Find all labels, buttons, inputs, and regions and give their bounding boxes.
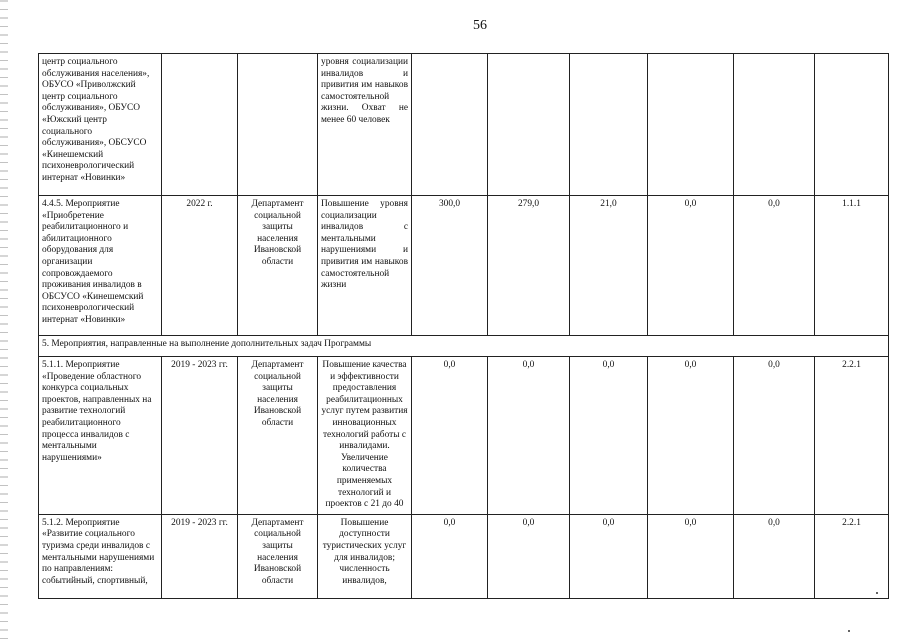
page-number: 56 [473,18,487,33]
y2021-cell: 0,0 [648,514,734,598]
measure-name-cell: центр социального обслуживания населения», ОБУСО «Приволжский центр социального обслуживания», ОБУСО «Южский центр социального обслуживания», ОБСУСО «Кинешемский психоневрологический интернат «Новинки» [39,54,162,196]
total-cell: 0,0 [412,514,488,598]
link-cell: 1.1.1 [815,196,889,336]
scan-speck [876,592,878,594]
scan-speck [848,630,850,632]
y2021-cell [648,54,734,196]
table-row [39,357,889,515]
y2019-cell: 279,0 [488,196,570,336]
link-cell: 2.2.1 [815,514,889,598]
y2022-cell: 0,0 [734,196,815,336]
scan-edge-artifact [0,0,8,640]
measure-name-cell: 4.4.5. Мероприятие «Приобретение реабилитационного и абилитационного оборудования для организации сопровождаемого проживания инвалидов в ОБСУСО «Кинешемский психоневрологический интернат «Новинки» [39,196,162,336]
link-cell: 2.2.1 [815,357,889,515]
section-heading-row [39,336,889,357]
link-cell [815,54,889,196]
table-row [39,514,889,598]
total-cell: 0,0 [412,357,488,515]
total-cell: 300,0 [412,196,488,336]
y2020-cell: 0,0 [570,514,648,598]
measure-name-cell: 5.1.2. Мероприятие «Развитие социального туризма среди инвалидов с ментальными нарушениями по направлениям: событийный, спортивный, [39,514,162,598]
executor-cell: Департамент социальной защиты населения Ивановской области [238,514,318,598]
executor-cell: Департамент социальной защиты населения Ивановской области [238,357,318,515]
y2022-cell: 0,0 [734,514,815,598]
y2019-cell: 0,0 [488,514,570,598]
y2021-cell: 0,0 [648,357,734,515]
program-measures-table [38,53,889,599]
period-cell: 2019 - 2023 гг. [162,514,238,598]
result-cell: Повышение уровня социализации инвалидов с ментальными нарушениями и привития им навыков самостоятельной жизни [318,196,412,336]
y2019-cell [488,54,570,196]
measure-name-cell: 5.1.1. Мероприятие «Проведение областного конкурса социальных проектов, направленных на развитие технологий реабилитационного процесса инвалидов с ментальными нарушениями» [39,357,162,515]
executor-cell: Департамент социальной защиты населения Ивановской области [238,196,318,336]
result-cell: Повышение доступности туристических услуг для инвалидов; численность инвалидов, [318,514,412,598]
y2020-cell: 21,0 [570,196,648,336]
y2022-cell [734,54,815,196]
period-cell [162,54,238,196]
y2021-cell: 0,0 [648,196,734,336]
executor-cell [238,54,318,196]
y2022-cell: 0,0 [734,357,815,515]
table-row [39,54,889,196]
y2020-cell [570,54,648,196]
period-cell: 2019 - 2023 гг. [162,357,238,515]
result-cell: Повышение качества и эффективности предоставления реабилитационных услуг путем развития инновационных технологий работы с инвалидами. Увеличение количества применяемых технологий и проектов с 21 до 40 [318,357,412,515]
y2019-cell: 0,0 [488,357,570,515]
total-cell [412,54,488,196]
y2020-cell: 0,0 [570,357,648,515]
section-title: 5. Мероприятия, направленные на выполнение дополнительных задач Программы [39,336,889,357]
table-row [39,196,889,336]
result-cell: уровня социализации инвалидов и привития им навыков самостоятельной жизни. Охват не менее 60 человек [318,54,412,196]
period-cell: 2022 г. [162,196,238,336]
